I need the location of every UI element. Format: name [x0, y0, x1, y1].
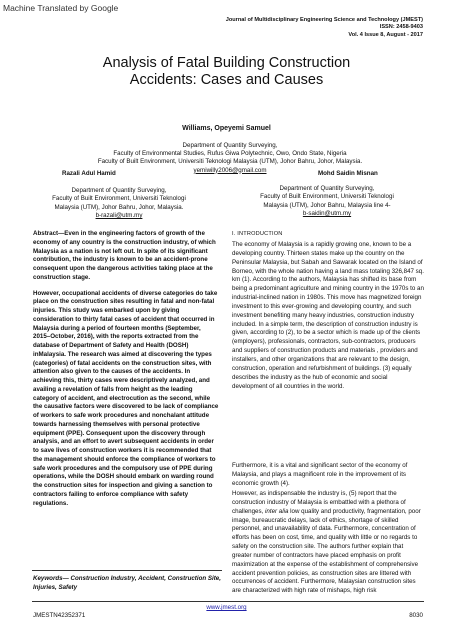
author3-faculty-1: Faculty of Built Environment, Universiti Teknologi [260, 193, 394, 201]
title-line-1: Analysis of Fatal Building Construction [102, 55, 351, 71]
intro-paragraph-3-b: low quality and productivity, fragmentation, poor image, bureaucratic delays, lack of ethics, shortage of skilled personnel, and unavailability of data. Furthermore, concentration of efforts has been on cost, time, and quality with little or no regards to safety on the construction site. The authors further explain that greater number of contractors have placed emphasis on profit maximization at the expense of the establishment of comprehensive accident prevention policies, as construction sites are littered with occurrences of accident. Furthermore, Malaysian construction sites are characterized with high rate of mishaps, high risk [232, 507, 421, 595]
intro-paragraph-3-emphasis: inter alia [265, 507, 289, 515]
title-line-2: Accidents: Cases and Causes [129, 72, 324, 88]
paper-title [0, 55, 453, 89]
intro-paragraph-1: The economy of Malaysia is a rapidly growing one, known to be a developing country. Thirteen states make up the country on the Peninsular Malaysia, but Sabah and Sawarak located on the Island of Borneo, with the whole nation having a land mass totaling 326,847 sq. km (1). According to the authors, Malaysia has shifted its base from being a predominant agriculture and mining country in the 1970s to an industrial-inclined nation in 1980s. This move has magnetized foreign investment to this ever-growing and developing country, and such investment benefiting many heavy industries, construction industry included. In a simple term, the description of construction industry is given, according to (2), to be a sector which is made up of the clients (employers), professionals, contractors, sub-contractors, producers and suppliers of construction products and materials , providers and installers, and other organizations that are relevant to the design, construction, operation and refurbishment of buildings. (3) equally describes the industry as the hub of economic and social development of all countries in the world. [232, 241, 424, 390]
footer-divider [32, 601, 424, 602]
section-heading-introduction: I. INTRODUCTION [232, 231, 283, 237]
author2-affiliation [33, 187, 205, 220]
author1-name: Williams, Opeyemi Samuel [182, 125, 271, 132]
intro-paragraph-3-a: However, as indispensable the industry is, (5) report that the construction industry of Malaysia is embattled with a plethora of challenges, [232, 490, 406, 515]
author2-faculty-2: Malaysia (UTM), Johor Bahru, Johor, Malaysia. [54, 203, 184, 211]
journal-volume: Vol. 4 Issue 8, August - 2017 [348, 31, 423, 38]
abstract-paragraph-2: However, occupational accidents of diverse categories do take place on the construction sites resulting in fatal and non-fatal injuries. This study was embarked upon by giving consideration to thirty fatal cases of accident that occurred in Malaysia during a period of fourteen months (September, 2015–October, 2016), with the reports extracted from the database of Department of Safety and Health (DOSH) inMalaysia. The research was aimed at discovering the types (categories) of fatal accidents on the construction sites, with attention also given to the causes of the accidents. In achieving this, thirty cases were descriptively analyzed, and availing a revelation of falls from height as the leading category of accident, and electrocution as the second, while the causative factors were discovered to be lack of compliance of workers to safe work procedures and nonchalant attitude towards harnessing themselves with personal protective equipment (PPE). Consequent upon the discovery through analysis, and an effort to avert subsequent accidents in order to save lives of construction workers it is recommended that the management should enforce the compliance of workers to safe work procedures and the compulsory use of PPE during operations, while the DOSH should embark on warding round the construction sites for inspection and giving a sanction to contractors failing to enforce compliance with safety regulations. [33, 289, 219, 507]
footer-paper-code: JMESTN42352371 [33, 612, 86, 619]
machine-translated-banner: Machine Translated by Google [3, 3, 119, 13]
author1-email[interactable]: yemiwilly2006@gmail.com [193, 166, 267, 174]
author3-affiliation [232, 185, 422, 218]
footer-website-link[interactable]: www.jmest.org [206, 604, 247, 611]
journal-header [226, 17, 423, 39]
journal-issn: ISSN: 2458-9403 [379, 24, 423, 31]
author1-dept: Department of Quantity Surveying, [182, 142, 278, 149]
author3-faculty-2: Malaysia (UTM), Johor Bahru, Malaysia line 4- [263, 201, 391, 209]
keywords: Keywords— Construction Industry, Accident, Construction Site, Injuries, Safety [33, 575, 221, 591]
abstract-paragraph-1: Abstract—Even in the engineering factors of growth of the economy of any country is the construction industry, of which Malaysia as a nation is not left out. In spite of its significant contribution, the industry is known to be an accident-prone consequent upon the dangerous activities taking place at the construction stage. [33, 230, 216, 281]
keywords-divider [32, 570, 222, 571]
abstract [33, 230, 219, 515]
author2-faculty-1: Faculty of Built Environment, Universiti Teknologi [52, 195, 186, 203]
footer-page-number: 8030 [409, 612, 423, 619]
author2-dept: Department of Quantity Surveying, [71, 187, 167, 194]
intro-paragraph-3 [232, 490, 424, 596]
author1-faculty-2: Faculty of Built Environment, Universiti Teknologi Malaysia (UTM), Johor Bahru, Johor, Malaysia. [97, 158, 363, 166]
author3-email[interactable]: b-saidin@utm.my [302, 209, 352, 217]
author3-name: Mohd Saidin Misnan [318, 170, 378, 177]
author2-name: Razali Adul Hamid [62, 170, 116, 177]
author1-faculty-1: Faculty of Environmental Studies, Rufus Giwa Polytechnic, Owo, Ondo State, Nigeria [113, 150, 347, 158]
intro-paragraph-2: Furthermore, it is a vital and significant sector of the economy of Malaysia, and plays a magnificent role in the improvement of its economic growth (4). [232, 462, 408, 487]
author3-dept: Department of Quantity Surveying, [279, 185, 375, 192]
author2-email[interactable]: b-razali@utm.my [95, 211, 143, 219]
journal-name: Journal of Multidisciplinary Engineering Science and Technology (JMEST) [225, 17, 423, 23]
